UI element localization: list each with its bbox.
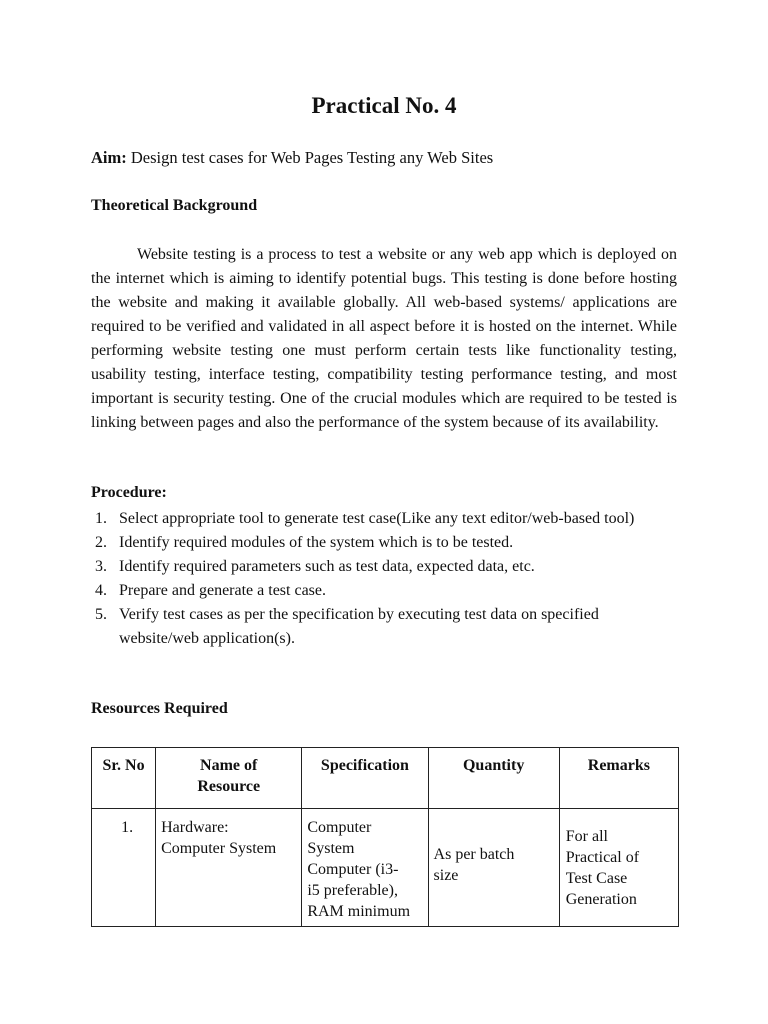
procedure-step — [91, 555, 677, 579]
step-number: 4. — [95, 582, 107, 599]
remarks-line: Practical of — [565, 848, 640, 866]
cell-sr-no: 1. — [92, 809, 156, 927]
remarks-line: Generation — [565, 890, 637, 908]
header-sr-no: Sr. No — [92, 748, 156, 809]
cell-name-line1: Hardware: — [161, 819, 229, 836]
cell-specification — [302, 809, 428, 927]
header-specification: Specification — [302, 748, 428, 809]
spec-line: System — [307, 840, 355, 857]
step-text: Select appropriate tool to generate test case(Like any text editor/web-based tool) — [119, 510, 635, 527]
procedure-list — [91, 507, 677, 651]
step-number: 5. — [95, 606, 107, 623]
step-number: 3. — [95, 558, 107, 575]
spec-line: Computer — [307, 819, 372, 836]
aim-text: Design test cases for Web Pages Testing any Web Sites — [126, 148, 494, 167]
step-number: 1. — [95, 510, 107, 527]
step-number: 2. — [95, 534, 107, 551]
qty-line: size — [433, 866, 459, 884]
cell-name — [156, 809, 302, 927]
theory-heading: Theoretical Background — [91, 197, 258, 214]
aim-label: Aim: — [91, 148, 127, 167]
step-text: Verify test cases as per the specification by executing test data on specified website/web application(s). — [119, 606, 599, 647]
spec-line: Computer (i3- — [307, 861, 399, 878]
spec-line: RAM minimum — [307, 903, 411, 920]
table-row — [92, 809, 679, 927]
qty-line: As per batch — [433, 845, 515, 863]
resources-table — [91, 747, 679, 927]
header-name-of-resource — [156, 748, 302, 809]
resources-heading: Resources Required — [91, 700, 228, 717]
remarks-line: For all — [565, 827, 608, 845]
header-remarks: Remarks — [559, 748, 678, 809]
table-header-row — [92, 748, 679, 809]
page-title: Practical No. 4 — [311, 93, 457, 118]
cell-remarks — [559, 809, 678, 927]
aim-line — [91, 148, 493, 168]
remarks-line: Test Case — [565, 869, 628, 887]
header-name-line2: Resource — [197, 778, 261, 795]
procedure-step — [91, 603, 677, 651]
theory-paragraph: Website testing is a process to test a website or any web app which is deployed on the internet which is aiming to identify potential bugs. This testing is done before hosting the website and making it available globally. All web-based systems/ applications are required to be verified and validated in all aspect before it is hosted on the internet. While performing website testing one must perform certain tests like functionality testing, usability testing, interface testing, compatibility testing performance testing, and most important is security testing. One of the crucial modules which are required to be tested is linking between pages and also the performance of the system because of its availability. — [91, 246, 677, 431]
step-text: Identify required modules of the system which is to be tested. — [119, 534, 514, 551]
procedure-heading: Procedure: — [91, 484, 167, 501]
header-quantity: Quantity — [428, 748, 559, 809]
procedure-step — [91, 531, 677, 555]
procedure-step — [91, 579, 677, 603]
cell-quantity — [428, 809, 559, 927]
step-text: Prepare and generate a test case. — [119, 582, 326, 599]
header-name-line1: Name of — [200, 757, 258, 774]
procedure-step — [91, 507, 677, 531]
cell-name-line2: Computer System — [161, 840, 277, 857]
step-text: Identify required parameters such as test data, expected data, etc. — [119, 558, 535, 575]
spec-line: i5 preferable), — [307, 882, 398, 899]
